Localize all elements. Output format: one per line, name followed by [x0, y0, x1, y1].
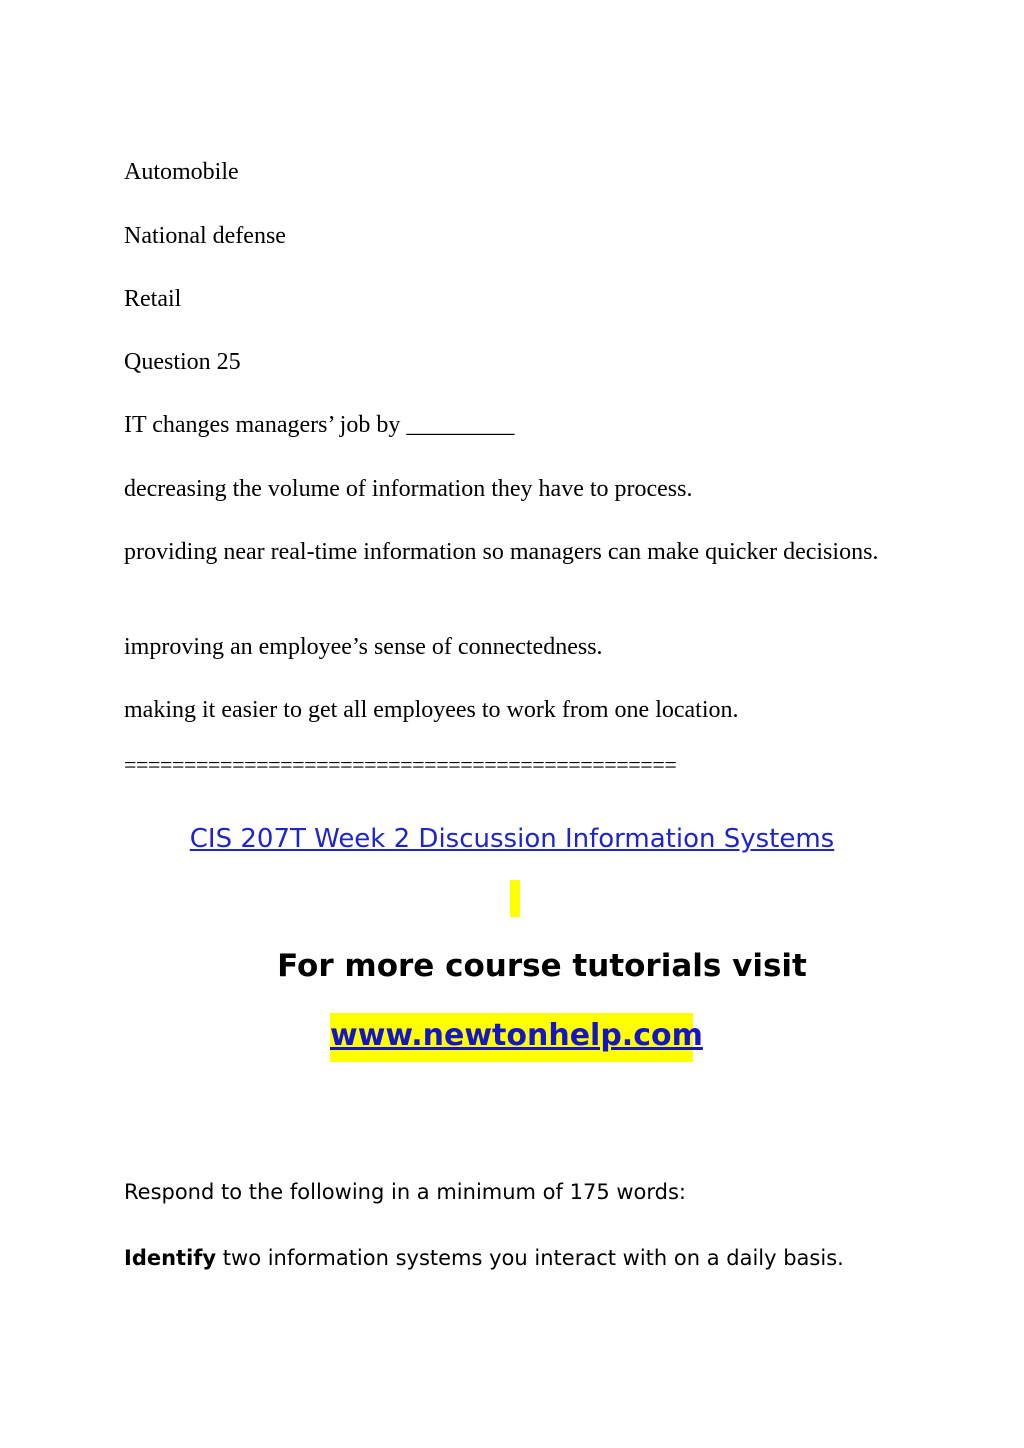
answer-option-1: decreasing the volume of information they have to process. — [124, 476, 693, 502]
instruction-text: Respond to the following in a minimum of 175 words: — [124, 1180, 686, 1204]
answer-option-3: improving an employee’s sense of connectedness. — [124, 634, 603, 660]
identify-paragraph — [124, 1243, 844, 1273]
option-retail: Retail — [124, 286, 182, 312]
course-title-link[interactable]: CIS 207T Week 2 Discussion Information Systems — [189, 824, 835, 854]
option-national-defense: National defense — [124, 223, 286, 249]
identify-bold-label: Identify — [124, 1246, 217, 1270]
option-automobile: Automobile — [124, 159, 239, 185]
site-link[interactable]: www.newtonhelp.com — [330, 1018, 703, 1053]
text-cursor-highlight — [510, 880, 520, 917]
question-prompt: IT changes managers’ job by _________ — [124, 412, 515, 438]
separator-line: ============================================== — [124, 752, 677, 777]
identify-rest-text: two information systems you interact with on a daily basis. — [216, 1246, 844, 1270]
site-link-highlight — [330, 1013, 703, 1062]
answer-option-2: providing near real-time information so managers can make quicker decisions. — [124, 539, 879, 565]
answer-option-4: making it easier to get all employees to work from one location. — [124, 697, 739, 723]
question-number: Question 25 — [124, 349, 241, 375]
visit-heading: For more course tutorials visit — [277, 948, 807, 984]
